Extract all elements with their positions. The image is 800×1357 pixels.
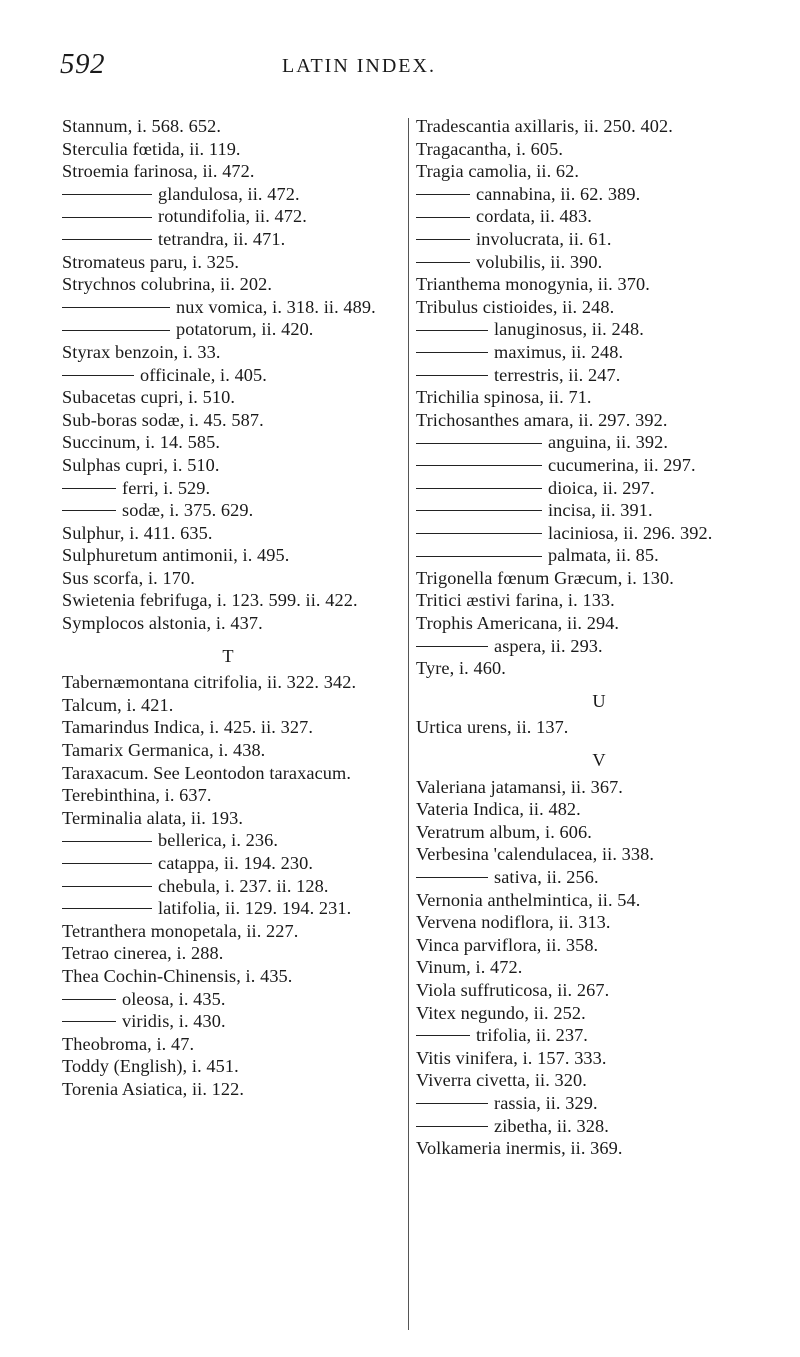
index-entry: [416, 477, 782, 500]
entry-text: Stromateus paru, i. 325.: [62, 251, 240, 272]
index-entry: [62, 852, 394, 875]
entry-text: bellerica, i. 236.: [158, 830, 279, 851]
entry-text: Trophis Americana, ii. 294.: [416, 613, 620, 634]
index-entry: [62, 589, 394, 612]
entry-text: chebula, i. 237. ii. 128.: [158, 875, 329, 896]
index-entry: [416, 716, 782, 739]
page-number: 592: [60, 48, 105, 80]
ditto-dash: [416, 239, 470, 240]
index-entry: [62, 942, 394, 965]
ditto-dash: [62, 841, 152, 842]
entry-text: terrestris, ii. 247.: [494, 364, 621, 385]
entry-text: maximus, ii. 248.: [494, 341, 624, 362]
index-entry: [62, 251, 394, 274]
index-entry: [62, 988, 394, 1011]
ditto-dash: [62, 863, 152, 864]
entry-text: Volkameria inermis, ii. 369.: [416, 1138, 623, 1159]
entry-text: Talcum, i. 421.: [62, 694, 174, 715]
entry-text: cucumerina, ii. 297.: [548, 454, 696, 475]
index-entry: [416, 431, 782, 454]
index-entry: [416, 657, 782, 680]
index-entry: [416, 386, 782, 409]
entry-text: Symplocos alstonia, i. 437.: [62, 613, 263, 634]
index-entry: [62, 920, 394, 943]
ditto-dash: [416, 1035, 470, 1036]
index-entry: [62, 341, 394, 364]
entry-text: oleosa, i. 435.: [122, 988, 226, 1009]
index-column-right: [416, 115, 782, 1160]
index-entry: [62, 273, 394, 296]
index-entry: [416, 567, 782, 590]
index-entry: [62, 364, 394, 387]
entry-text: cordata, ii. 483.: [476, 206, 592, 227]
index-entry: [416, 364, 782, 387]
index-entry: [62, 1010, 394, 1033]
ditto-dash: [62, 908, 152, 909]
index-entry: [416, 273, 782, 296]
index-entry: [62, 829, 394, 852]
entry-text: viridis, i. 430.: [122, 1011, 226, 1032]
index-entry: [416, 296, 782, 319]
running-title: LATIN INDEX.: [282, 55, 436, 77]
index-entry: [416, 205, 782, 228]
entry-text: Tetrao cinerea, i. 288.: [62, 943, 224, 964]
index-entry: [62, 183, 394, 206]
entry-text: sativa, ii. 256.: [494, 867, 599, 887]
ditto-dash: [416, 646, 488, 647]
ditto-dash: [416, 465, 542, 466]
ditto-dash: [416, 194, 470, 195]
entry-text: Sulphuretum antimonii, i. 495.: [62, 545, 290, 566]
index-entry: [62, 138, 394, 161]
index-entry: [416, 522, 782, 545]
index-entry: [62, 612, 394, 635]
entry-text: Toddy (English), i. 451.: [62, 1056, 239, 1077]
entry-text: tetrandra, ii. 471.: [158, 228, 286, 249]
index-entry: [62, 115, 394, 138]
entry-text: laciniosa, ii. 296. 392.: [548, 522, 713, 543]
index-entry: [416, 956, 782, 979]
ditto-dash: [416, 352, 488, 353]
entry-text: Succinum, i. 14. 585.: [62, 432, 220, 453]
index-entry: [416, 1024, 782, 1047]
index-entry: [62, 499, 394, 522]
entry-text: Torenia Asiatica, ii. 122.: [62, 1078, 245, 1099]
index-entry: [416, 228, 782, 251]
index-entry: [416, 160, 782, 183]
entry-text: latifolia, ii. 129. 194. 231.: [158, 898, 352, 919]
entry-text: Sub-boras sodæ, i. 45. 587.: [62, 409, 264, 430]
ditto-dash: [62, 307, 170, 308]
entry-text: Tabernæmontana citrifolia, ii. 322. 342.: [62, 672, 357, 693]
index-entry: [416, 499, 782, 522]
entry-text: Tragia camolia, ii. 62.: [416, 161, 580, 182]
index-entry: [416, 798, 782, 821]
entry-text: Terebinthina, i. 637.: [62, 785, 212, 806]
entry-text: ferri, i. 529.: [122, 477, 211, 498]
entry-text: Vernonia anthelmintica, ii. 54.: [416, 889, 641, 910]
index-entry: [416, 115, 782, 138]
entry-text: Tribulus cistioides, ii. 248.: [416, 296, 615, 317]
index-entry: [62, 431, 394, 454]
index-entry: [62, 160, 394, 183]
entry-text: Stroemia farinosa, ii. 472.: [62, 161, 255, 182]
index-entry: [416, 1115, 782, 1138]
entry-text: Tamarix Germanica, i. 438.: [62, 740, 266, 761]
entry-text: Vinum, i. 472.: [416, 957, 523, 978]
index-entry: [62, 544, 394, 567]
index-entry: [416, 866, 782, 889]
entry-text: potatorum, ii. 420.: [176, 319, 314, 340]
ditto-dash: [62, 488, 116, 489]
entry-text: Vinca parviflora, ii. 358.: [416, 934, 599, 955]
index-entry: [62, 897, 394, 920]
entry-text: Vitis vinifera, i. 157. 333.: [416, 1047, 607, 1068]
index-entry: [416, 544, 782, 567]
entry-text: lanuginosus, ii. 248.: [494, 319, 644, 340]
index-entry: [62, 228, 394, 251]
entry-text: Tyre, i. 460.: [416, 658, 506, 679]
index-entry: [416, 589, 782, 612]
ditto-dash: [416, 375, 488, 376]
entry-text: Trichilia spinosa, ii. 71.: [416, 387, 592, 408]
index-entry: [62, 875, 394, 898]
entry-text: zibetha, ii. 328.: [494, 1115, 609, 1136]
ditto-dash: [416, 877, 488, 878]
ditto-dash: [416, 488, 542, 489]
index-entry: [62, 965, 394, 988]
ditto-dash: [62, 330, 170, 331]
index-entry: [416, 843, 782, 866]
entry-text: anguina, ii. 392.: [548, 432, 669, 453]
ditto-dash: [416, 510, 542, 511]
entry-text: Trichosanthes amara, ii. 297. 392.: [416, 409, 668, 430]
ditto-dash: [416, 556, 542, 557]
entry-text: Styrax benzoin, i. 33.: [62, 341, 221, 362]
ditto-dash: [62, 375, 134, 376]
entry-text: Swietenia febrifuga, i. 123. 599. ii. 422.: [62, 590, 358, 611]
entry-text: Sulphas cupri, i. 510.: [62, 454, 220, 475]
index-entry: [416, 1002, 782, 1025]
entry-text: rassia, ii. 329.: [494, 1092, 598, 1113]
page-header: [60, 48, 760, 88]
entry-text: Thea Cochin-Chinensis, i. 435.: [62, 965, 293, 986]
entry-text: involucrata, ii. 61.: [476, 228, 612, 249]
index-entry: [62, 409, 394, 432]
entry-text: Tragacantha, i. 605.: [416, 138, 564, 159]
index-entry: [62, 567, 394, 590]
index-column-left: [62, 115, 394, 1101]
ditto-dash: [416, 1103, 488, 1104]
entry-text: Verbesina 'calendulacea, ii. 338.: [416, 844, 655, 865]
index-entry: [62, 318, 394, 341]
entry-text: dioica, ii. 297.: [548, 477, 655, 498]
entry-text: Subacetas cupri, i. 510.: [62, 387, 235, 408]
entry-text: Strychnos colubrina, ii. 202.: [62, 274, 273, 295]
index-entry: [62, 784, 394, 807]
index-entry: [416, 979, 782, 1002]
ditto-dash: [62, 999, 116, 1000]
ditto-dash: [62, 217, 152, 218]
entry-text: rotundifolia, ii. 472.: [158, 206, 307, 227]
index-entry: [62, 671, 394, 694]
entry-text: officinale, i. 405.: [140, 364, 267, 385]
entry-text: Viola suffruticosa, ii. 267.: [416, 979, 610, 1000]
ditto-dash: [416, 443, 542, 444]
ditto-dash: [62, 194, 152, 195]
section-letter: U: [592, 690, 606, 711]
index-entry: [62, 386, 394, 409]
entry-text: Terminalia alata, ii. 193.: [62, 807, 244, 828]
index-entry: [62, 205, 394, 228]
index-entry: [416, 934, 782, 957]
ditto-dash: [62, 239, 152, 240]
entry-text: Vitex negundo, ii. 252.: [416, 1002, 586, 1023]
index-entry: [62, 477, 394, 500]
entry-text: Tritici æstivi farina, i. 133.: [416, 590, 615, 611]
index-entry: [416, 318, 782, 341]
index-entry: [62, 1055, 394, 1078]
column-divider: [408, 118, 409, 1330]
entry-text: Sus scorfa, i. 170.: [62, 567, 195, 588]
entry-text: Sulphur, i. 411. 635.: [62, 522, 213, 543]
entry-text: Stannum, i. 568. 652.: [62, 116, 222, 136]
index-entry: [62, 739, 394, 762]
entry-text: Theobroma, i. 47.: [62, 1033, 195, 1054]
index-entry: [62, 522, 394, 545]
index-entry: [416, 612, 782, 635]
entry-text: Trianthema monogynia, ii. 370.: [416, 274, 650, 295]
ditto-dash: [62, 1021, 116, 1022]
entry-text: catappa, ii. 194. 230.: [158, 853, 314, 873]
ditto-dash: [416, 1126, 488, 1127]
entry-text: sodæ, i. 375. 629.: [122, 500, 254, 521]
ditto-dash: [416, 217, 470, 218]
entry-text: Sterculia fœtida, ii. 119.: [62, 138, 241, 159]
ditto-dash: [416, 330, 488, 331]
index-entry: [416, 1069, 782, 1092]
index-entry: [416, 454, 782, 477]
entry-text: glandulosa, ii. 472.: [158, 183, 300, 204]
index-entry: [416, 821, 782, 844]
section-letter: T: [222, 645, 234, 666]
index-entry: [416, 1092, 782, 1115]
index-entry: [62, 1033, 394, 1056]
entry-text: Vervena nodiflora, ii. 313.: [416, 912, 611, 933]
entry-text: trifolia, ii. 237.: [476, 1025, 588, 1046]
ditto-dash: [416, 533, 542, 534]
entry-text: palmata, ii. 85.: [548, 545, 659, 566]
index-entry: [416, 911, 782, 934]
entry-text: cannabina, ii. 62. 389.: [476, 183, 641, 204]
entry-text: incisa, ii. 391.: [548, 500, 653, 521]
index-entry: [62, 1078, 394, 1101]
index-entry: [62, 694, 394, 717]
index-entry: [416, 1137, 782, 1160]
index-entry: [416, 341, 782, 364]
index-entry: [62, 762, 394, 785]
entry-text: Veratrum album, i. 606.: [416, 821, 592, 842]
index-entry: [416, 138, 782, 161]
index-entry: [62, 716, 394, 739]
section-letter: V: [592, 750, 606, 771]
index-entry: [416, 889, 782, 912]
entry-text: Valeriana jatamansi, ii. 367.: [416, 776, 623, 797]
index-entry: [62, 296, 394, 319]
index-entry: [416, 635, 782, 658]
entry-text: nux vomica, i. 318. ii. 489.: [176, 296, 376, 317]
index-entry: [416, 1047, 782, 1070]
entry-text: Tamarindus Indica, i. 425. ii. 327.: [62, 717, 314, 738]
entry-text: aspera, ii. 293.: [494, 635, 603, 656]
index-entry: [62, 807, 394, 830]
ditto-dash: [62, 510, 116, 511]
entry-text: Tradescantia axillaris, ii. 250. 402.: [416, 116, 673, 136]
entry-text: Trigonella fœnum Græcum, i. 130.: [416, 567, 674, 588]
entry-text: Taraxacum. See Leontodon taraxacum.: [62, 762, 352, 783]
entry-text: Urtica urens, ii. 137.: [416, 717, 569, 738]
entry-text: Viverra civetta, ii. 320.: [416, 1070, 587, 1091]
index-entry: [416, 409, 782, 432]
entry-text: Tetranthera monopetala, ii. 227.: [62, 920, 299, 941]
entry-text: Vateria Indica, ii. 482.: [416, 799, 581, 820]
index-entry: [416, 776, 782, 799]
index-entry: [62, 454, 394, 477]
entry-text: volubilis, ii. 390.: [476, 251, 603, 272]
ditto-dash: [416, 262, 470, 263]
index-entry: [416, 183, 782, 206]
ditto-dash: [62, 886, 152, 887]
index-entry: [416, 251, 782, 274]
